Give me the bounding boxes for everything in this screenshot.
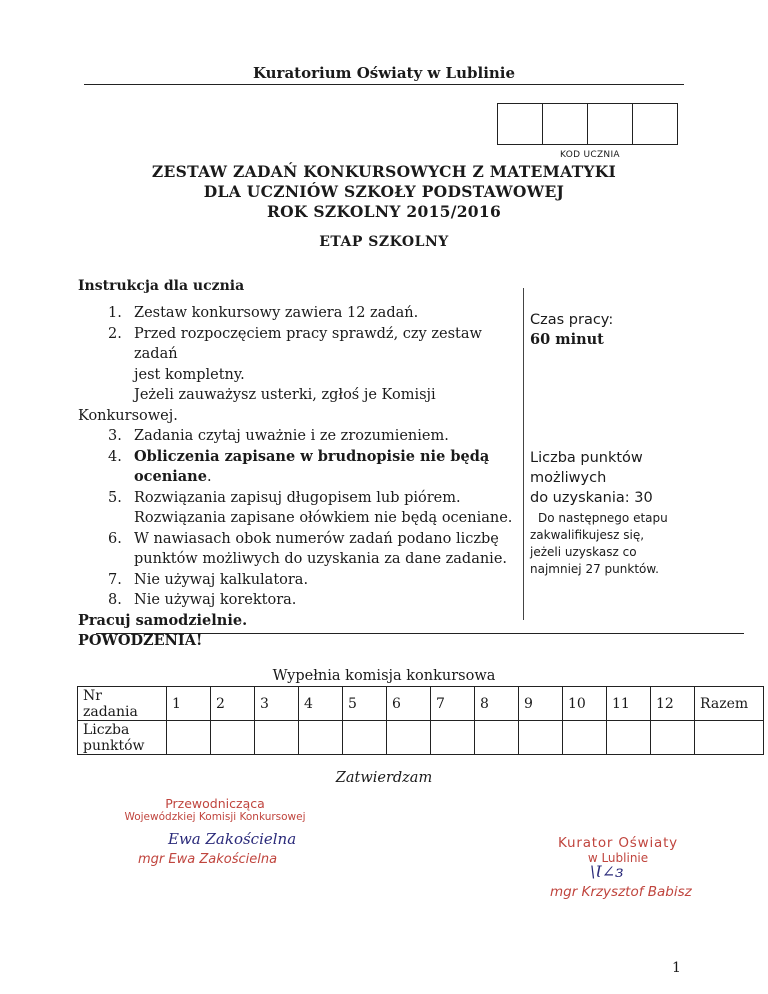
column-header: 6 bbox=[387, 687, 431, 721]
item-text: Zestaw konkursowy zawiera 12 zadań. bbox=[134, 305, 419, 321]
code-box[interactable] bbox=[588, 104, 633, 144]
closing-line: POWODZENIA! bbox=[78, 632, 203, 649]
title-line-2: DLA UCZNIÓW SZKOŁY PODSTAWOWEJ bbox=[203, 182, 565, 201]
item-number: 1. bbox=[108, 305, 122, 321]
item-number: 3. bbox=[108, 428, 122, 444]
table-row bbox=[78, 687, 764, 721]
qualify-text: najmniej 27 punktów. bbox=[530, 562, 659, 576]
item-number: 6. bbox=[108, 530, 122, 547]
item-continuation: Rozwiązania zapisane ołówkiem nie będą oceniane. bbox=[134, 510, 513, 526]
stamp-line: w Lublinie bbox=[587, 851, 649, 865]
item-text: W nawiasach obok numerów zadań podano liczbę bbox=[134, 530, 499, 547]
page-number: 1 bbox=[672, 960, 681, 976]
item-number: 4. bbox=[108, 448, 122, 465]
item-number: 2. bbox=[108, 325, 122, 342]
qualify-text: Do następnego etapu bbox=[538, 511, 668, 525]
list-item bbox=[78, 488, 518, 509]
item-number: 5. bbox=[108, 489, 122, 506]
time-value: 60 minut bbox=[530, 331, 604, 348]
item-continuation: jest kompletny. bbox=[134, 366, 245, 383]
section-divider bbox=[96, 633, 744, 634]
points-text: możliwych bbox=[530, 470, 607, 486]
column-header: 7 bbox=[431, 687, 475, 721]
header-divider bbox=[84, 84, 684, 85]
qualify-text: jeżeli uzyskasz co bbox=[530, 545, 637, 559]
table-caption: Wypełnia komisja konkursowa bbox=[272, 668, 496, 684]
item-text: Przed rozpoczęciem pracy sprawdź, czy zestaw zadań bbox=[134, 325, 482, 362]
score-cell[interactable] bbox=[167, 721, 211, 755]
column-header: 8 bbox=[475, 687, 519, 721]
row-label-line: punktów bbox=[83, 737, 145, 754]
score-cell[interactable] bbox=[607, 721, 651, 755]
commission-signature: Ewa Zakościelna bbox=[168, 830, 297, 848]
curator-stamp bbox=[538, 835, 698, 865]
list-item bbox=[78, 529, 518, 550]
score-cell[interactable] bbox=[519, 721, 563, 755]
scores-table bbox=[77, 686, 764, 755]
row-label: Nr zadania bbox=[78, 687, 167, 721]
stage-heading: ETAP SZKOLNY bbox=[319, 234, 449, 250]
score-cell[interactable] bbox=[475, 721, 519, 755]
approval-label: Zatwierdzam bbox=[335, 770, 433, 786]
score-cell[interactable] bbox=[651, 721, 695, 755]
table-row bbox=[78, 721, 764, 755]
item-text: Obliczenia zapisane w brudnopisie nie będą bbox=[134, 447, 490, 465]
score-cell[interactable] bbox=[695, 721, 764, 755]
column-header: 4 bbox=[299, 687, 343, 721]
item-text-bold: oceniane bbox=[134, 468, 207, 485]
item-continuation bbox=[78, 467, 518, 488]
score-cell[interactable] bbox=[343, 721, 387, 755]
column-header: 2 bbox=[211, 687, 255, 721]
institution-header: Kuratorium Oświaty w Lublinie bbox=[252, 64, 516, 82]
column-divider bbox=[523, 288, 524, 620]
row-label-line: Liczba bbox=[83, 721, 130, 738]
item-text: Nie używaj korektora. bbox=[134, 592, 297, 608]
code-box[interactable] bbox=[543, 104, 588, 144]
curator-name: mgr Krzysztof Babisz bbox=[550, 884, 692, 900]
code-box[interactable] bbox=[498, 104, 543, 144]
instructions-heading: Instrukcja dla ucznia bbox=[78, 278, 245, 294]
score-cell[interactable] bbox=[211, 721, 255, 755]
student-code-label: KOD UCZNIA bbox=[560, 150, 620, 160]
score-cell[interactable] bbox=[563, 721, 607, 755]
item-continuation: Jeżeli zauważysz usterki, zgłoś je Komisji bbox=[134, 387, 436, 403]
item-text: . bbox=[206, 469, 212, 485]
list-item bbox=[78, 570, 518, 591]
column-header: 5 bbox=[343, 687, 387, 721]
commission-stamp bbox=[120, 796, 310, 823]
points-text: do uzyskania: 30 bbox=[530, 490, 653, 506]
list-item bbox=[78, 590, 518, 611]
stamp-line: Wojewódzkiej Komisji Konkursowej bbox=[124, 811, 306, 823]
column-header: 11 bbox=[607, 687, 651, 721]
stamp-line: Przewodnicząca bbox=[165, 796, 265, 811]
list-item bbox=[78, 303, 518, 324]
item-text: Nie używaj kalkulatora. bbox=[134, 571, 309, 588]
list-item bbox=[78, 324, 518, 365]
time-label: Czas pracy: bbox=[530, 312, 614, 328]
closing-line: Pracuj samodzielnie. bbox=[78, 611, 248, 629]
item-number: 8. bbox=[108, 592, 122, 608]
column-header: 1 bbox=[167, 687, 211, 721]
qualify-text: zakwalifikujesz się, bbox=[530, 528, 645, 542]
row-label bbox=[78, 721, 167, 755]
item-number: 7. bbox=[108, 571, 122, 588]
commission-chair-name: mgr Ewa Zakościelna bbox=[138, 852, 278, 867]
score-cell[interactable] bbox=[431, 721, 475, 755]
column-header: Razem bbox=[695, 687, 764, 721]
title-line-3: ROK SZKOLNY 2015/2016 bbox=[266, 202, 502, 221]
column-header: 10 bbox=[563, 687, 607, 721]
score-cell[interactable] bbox=[255, 721, 299, 755]
item-continuation: punktów możliwych do uzyskania za dane zadanie. bbox=[134, 551, 508, 567]
item-continuation: Konkursowej. bbox=[78, 407, 178, 424]
column-header: 12 bbox=[651, 687, 695, 721]
student-code-boxes[interactable] bbox=[497, 103, 678, 145]
list-item bbox=[78, 426, 518, 447]
item-text: Zadania czytaj uważnie i ze zrozumieniem. bbox=[134, 428, 449, 444]
item-text: Rozwiązania zapisuj długopisem lub piórem. bbox=[134, 489, 461, 506]
curator-signature: \Ɩ∠ɜ bbox=[590, 862, 624, 881]
title-line-1: ZESTAW ZADAŃ KONKURSOWYCH Z MATEMATYKI bbox=[151, 162, 617, 181]
column-header: 9 bbox=[519, 687, 563, 721]
points-text: Liczba punktów bbox=[530, 450, 643, 466]
code-box[interactable] bbox=[633, 104, 677, 144]
instructions-list bbox=[78, 303, 518, 652]
score-cell[interactable] bbox=[299, 721, 343, 755]
score-cell[interactable] bbox=[387, 721, 431, 755]
stamp-line: Kurator Oświaty bbox=[558, 835, 678, 851]
list-item bbox=[78, 447, 518, 468]
column-header: 3 bbox=[255, 687, 299, 721]
